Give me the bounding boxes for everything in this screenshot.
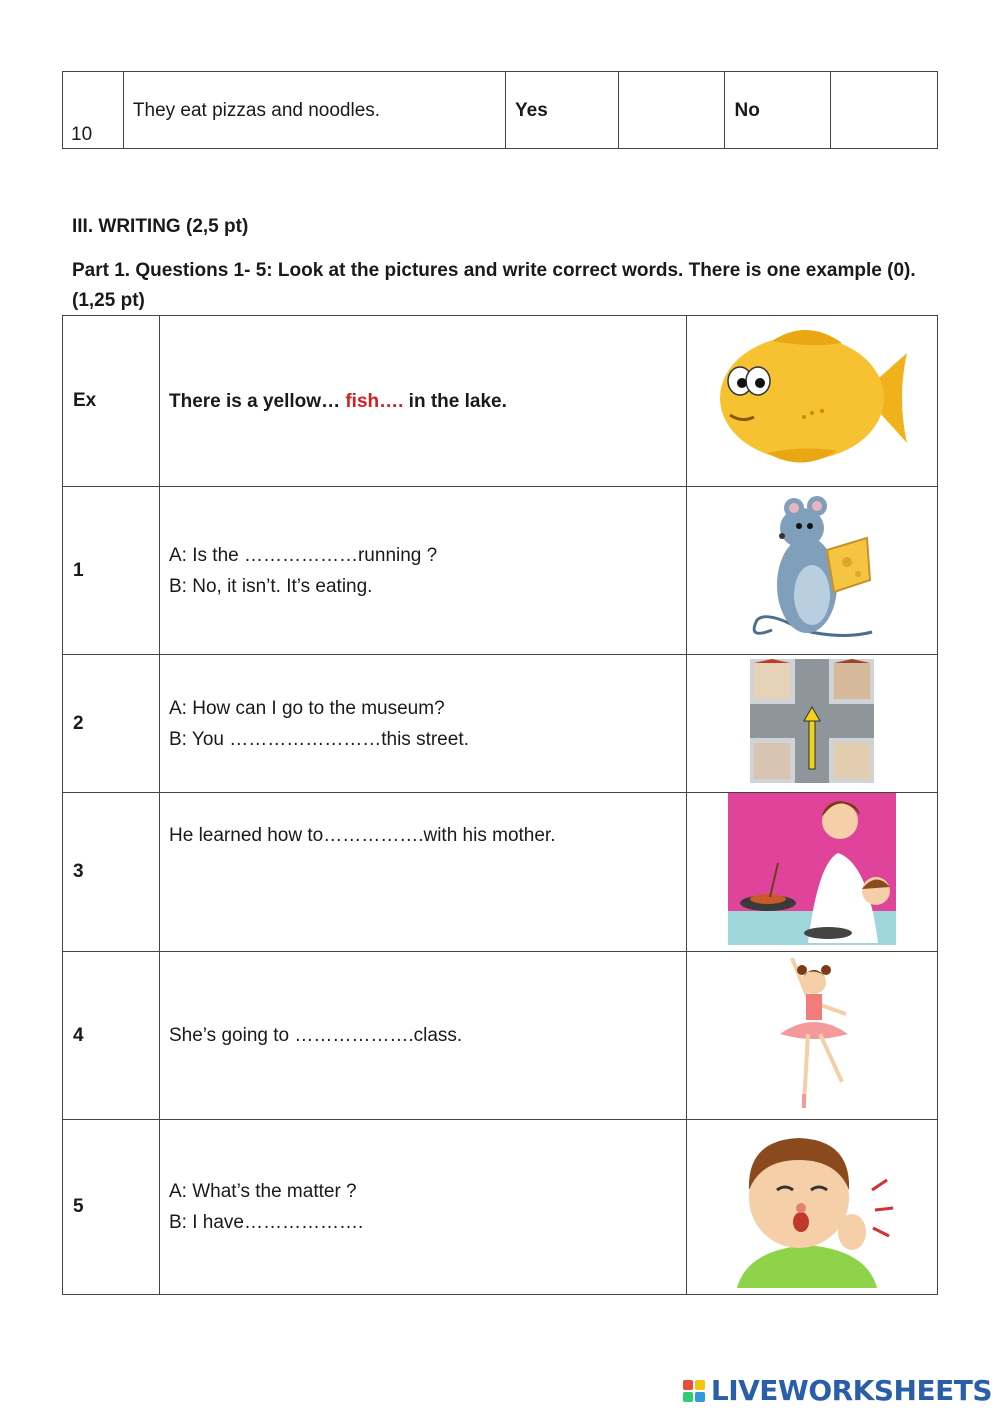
question-text: A: Is the ………………running ? B: No, it isn’t. It’s eating. bbox=[160, 487, 687, 655]
question-row bbox=[63, 655, 938, 793]
yes-answer-box[interactable] bbox=[618, 72, 725, 149]
statement-cell: They eat pizzas and noodles. bbox=[123, 72, 505, 149]
row-number: 10 bbox=[63, 72, 124, 149]
question-number: 5 bbox=[63, 1120, 160, 1295]
example-label: Ex bbox=[63, 316, 160, 487]
logo-icon bbox=[683, 1380, 705, 1402]
logo-text: LIVEWORKSHEETS bbox=[710, 1374, 992, 1407]
no-label: No bbox=[725, 72, 831, 149]
question-text: A: What’s the matter ? B: I have………………. bbox=[160, 1120, 687, 1295]
example-row bbox=[63, 316, 938, 487]
question-number: 4 bbox=[63, 952, 160, 1120]
ballet-dancer-icon bbox=[762, 954, 862, 1112]
writing-table bbox=[62, 315, 938, 1295]
street-image bbox=[687, 655, 938, 793]
question-number: 3 bbox=[63, 793, 160, 952]
liveworksheets-logo bbox=[683, 1374, 992, 1407]
question-text: He learned how to…………….with his mother. bbox=[160, 793, 687, 952]
part-title: Part 1. Questions 1- 5: Look at the pictures and write correct words. There is one example (0). (1,25 pt) bbox=[72, 260, 916, 311]
ballet-image bbox=[687, 952, 938, 1120]
question-text: A: How can I go to the museum? B: You ……………………this street. bbox=[160, 655, 687, 793]
cooking-image bbox=[687, 793, 938, 952]
no-answer-box[interactable] bbox=[831, 72, 938, 149]
example-answer: fish…. bbox=[345, 390, 404, 412]
true-false-table bbox=[62, 71, 938, 149]
question-row bbox=[63, 1120, 938, 1295]
mouse-icon bbox=[742, 490, 882, 645]
fish-image bbox=[687, 316, 938, 487]
sick-boy-image bbox=[687, 1120, 938, 1295]
example-sentence: There is a yellow… fish…. in the lake. bbox=[160, 316, 687, 487]
question-number: 1 bbox=[63, 487, 160, 655]
table-row bbox=[63, 72, 938, 149]
question-number: 2 bbox=[63, 655, 160, 793]
question-row bbox=[63, 952, 938, 1120]
street-icon bbox=[750, 659, 874, 783]
yes-label: Yes bbox=[506, 72, 619, 149]
fish-icon bbox=[712, 323, 912, 473]
section-title: III. WRITING (2,5 pt) bbox=[72, 216, 249, 237]
cooking-icon bbox=[728, 793, 896, 945]
question-row bbox=[63, 487, 938, 655]
sick-boy-icon bbox=[727, 1120, 897, 1288]
question-row bbox=[63, 793, 938, 952]
question-text: She’s going to ……………….class. bbox=[160, 952, 687, 1120]
mouse-image bbox=[687, 487, 938, 655]
